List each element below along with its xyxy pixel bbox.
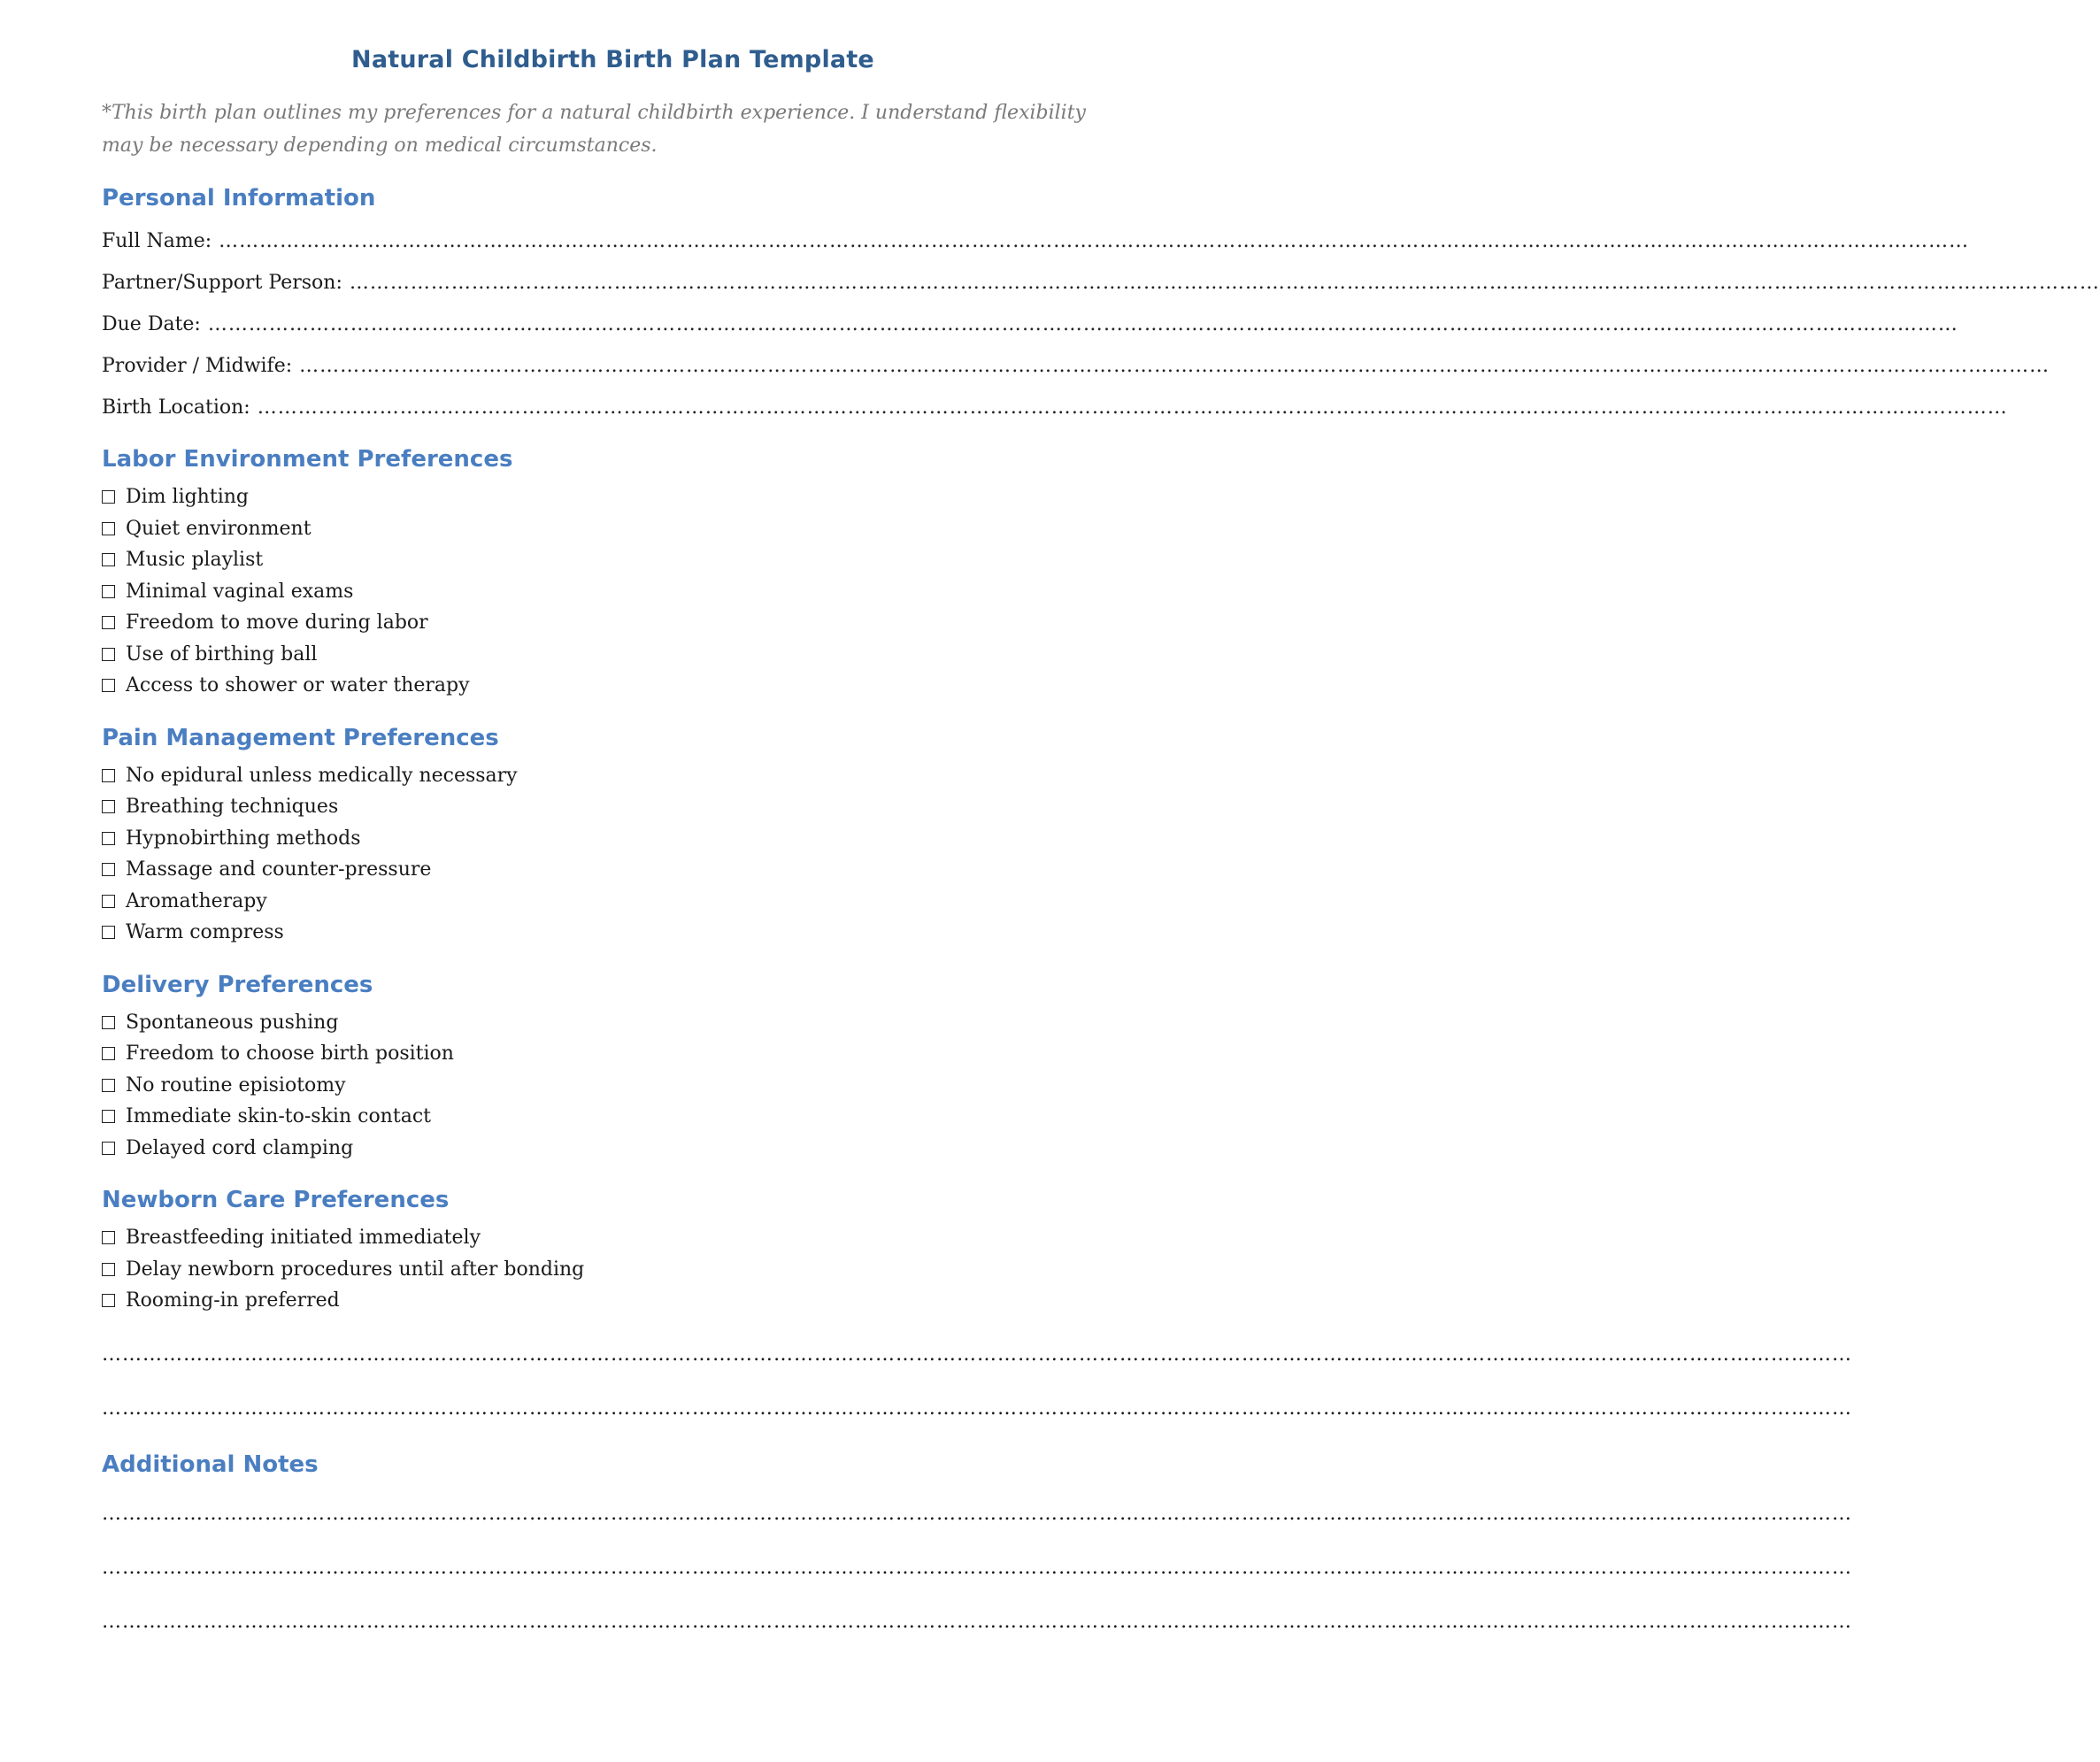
checklist-item[interactable] — [102, 1254, 1124, 1286]
checklist-item[interactable] — [102, 886, 1124, 918]
pain-management-checklist — [102, 760, 1124, 949]
fill-in-line[interactable]: …………………………………………………………………………………………………………………………………………………………………………………………………………………………………… — [219, 230, 1970, 252]
checklist-item[interactable] — [102, 823, 1124, 855]
checklist-item-label: Freedom to choose birth position — [126, 1043, 454, 1065]
checklist-item[interactable] — [102, 1285, 1124, 1317]
provider-midwife-field[interactable] — [102, 345, 2050, 387]
additional-notes-lines — [102, 1487, 1852, 1649]
checkbox[interactable] — [102, 648, 115, 661]
due-date-field[interactable] — [102, 304, 1958, 345]
fill-in-line[interactable]: …………………………………………………………………………………………………………………………………………………………………………………………………………………………………… — [102, 1610, 1852, 1633]
checklist-item-label: Rooming-in preferred — [126, 1289, 340, 1312]
checklist-item[interactable] — [102, 639, 1124, 671]
checkbox[interactable] — [102, 1016, 115, 1029]
checkbox[interactable] — [102, 1263, 115, 1276]
checklist-item[interactable] — [102, 544, 1124, 576]
additional-notes-heading: Additional Notes — [102, 1450, 319, 1478]
checklist-item-label: Delayed cord clamping — [126, 1136, 354, 1159]
newborn-care-checklist — [102, 1222, 1124, 1317]
birth-location-field[interactable] — [102, 387, 2008, 428]
checklist-item-label: Massage and counter-pressure — [126, 858, 432, 881]
checklist-item[interactable] — [102, 1038, 1124, 1070]
field-label: Birth Location: — [102, 396, 250, 419]
checkbox[interactable] — [102, 895, 115, 908]
checklist-item-label: Freedom to move during labor — [126, 612, 428, 634]
checkbox[interactable] — [102, 616, 115, 629]
personal-information-heading: Personal Information — [102, 185, 376, 212]
checklist-item-label: No epidural unless medically necessary — [126, 764, 518, 787]
checklist-item[interactable] — [102, 1222, 1124, 1254]
checklist-item[interactable] — [102, 854, 1124, 886]
intro-note: *This birth plan outlines my preferences for a natural childbirth experience. I understand flexibility may be necessary depending on medical circumstances. — [102, 102, 1086, 157]
checklist-item-label: Quiet environment — [126, 517, 312, 540]
checkbox[interactable] — [102, 679, 115, 692]
fill-in-line[interactable]: …………………………………………………………………………………………………………………………………………………………………………………………………………………………………… — [299, 355, 2050, 377]
checkbox[interactable] — [102, 863, 115, 876]
checklist-item[interactable] — [102, 917, 1124, 949]
checkbox[interactable] — [102, 585, 115, 598]
checkbox[interactable] — [102, 553, 115, 566]
delivery-heading: Delivery Preferences — [102, 971, 373, 998]
checklist-item-label: Breastfeeding initiated immediately — [126, 1227, 481, 1249]
checklist-item-label: Use of birthing ball — [126, 642, 318, 666]
field-label: Partner/Support Person: — [102, 272, 342, 294]
newborn-care-notes — [102, 1327, 1852, 1435]
checklist-item-label: Warm compress — [126, 921, 284, 943]
checkbox[interactable] — [102, 800, 115, 813]
fill-in-line[interactable]: …………………………………………………………………………………………………………………………………………………………………………………………………………………………………… — [102, 1397, 1852, 1420]
fill-in-line[interactable]: …………………………………………………………………………………………………………………………………………………………………………………………………………………………………… — [257, 396, 2008, 419]
checklist-item[interactable] — [102, 1007, 1124, 1039]
full-name-field[interactable] — [102, 220, 1970, 262]
fill-in-line[interactable]: …………………………………………………………………………………………………………………………………………………………………………………………………………………………………… — [207, 313, 1958, 335]
checklist-item-label: Access to shower or water therapy — [126, 674, 470, 696]
checklist-item-label: Spontaneous pushing — [126, 1011, 339, 1034]
checklist-item-label: Minimal vaginal exams — [126, 580, 354, 603]
checkbox[interactable] — [102, 926, 115, 939]
checkbox[interactable] — [102, 1294, 115, 1307]
checklist-item[interactable] — [102, 607, 1124, 639]
personal-information-fields — [102, 220, 2100, 428]
checklist-item-label: Dim lighting — [126, 486, 249, 508]
checkbox[interactable] — [102, 1231, 115, 1244]
checklist-item-label: Music playlist — [126, 549, 264, 571]
checklist-item[interactable] — [102, 760, 1124, 792]
labor-environment-heading: Labor Environment Preferences — [102, 446, 513, 473]
checklist-item[interactable] — [102, 1101, 1124, 1133]
checklist-item[interactable] — [102, 670, 1124, 702]
checkbox[interactable] — [102, 522, 115, 535]
checklist-item[interactable] — [102, 1133, 1124, 1165]
checkbox[interactable] — [102, 769, 115, 782]
field-label: Full Name: — [102, 230, 212, 252]
labor-environment-checklist — [102, 481, 1124, 702]
checklist-item-label: Immediate skin-to-skin contact — [126, 1105, 431, 1127]
checkbox[interactable] — [102, 832, 115, 845]
field-label: Provider / Midwife: — [102, 355, 293, 377]
checklist-item[interactable] — [102, 1070, 1124, 1102]
checklist-item-label: Delay newborn procedures until after bonding — [126, 1258, 585, 1281]
field-label: Due Date: — [102, 313, 201, 335]
checkbox[interactable] — [102, 1079, 115, 1092]
document-page — [102, 46, 2100, 1649]
checklist-item[interactable] — [102, 481, 1124, 513]
fill-in-line[interactable]: …………………………………………………………………………………………………………………………………………………………………………………………………………………………………… — [102, 1343, 1852, 1366]
checkbox[interactable] — [102, 490, 115, 504]
checklist-item[interactable] — [102, 513, 1124, 545]
checklist-item-label: No routine episiotomy — [126, 1073, 346, 1096]
checklist-item-label: Hypnobirthing methods — [126, 827, 361, 850]
checklist-item[interactable] — [102, 576, 1124, 608]
checklist-item-label: Aromatherapy — [126, 889, 267, 912]
newborn-care-heading: Newborn Care Preferences — [102, 1187, 450, 1213]
checkbox[interactable] — [102, 1047, 115, 1060]
delivery-checklist — [102, 1007, 1124, 1165]
fill-in-line[interactable]: …………………………………………………………………………………………………………………………………………………………………………………………………………………………………… — [102, 1556, 1852, 1579]
checkbox[interactable] — [102, 1142, 115, 1155]
checkbox[interactable] — [102, 1110, 115, 1123]
document-title: Natural Childbirth Birth Plan Template — [351, 46, 874, 73]
fill-in-line[interactable]: …………………………………………………………………………………………………………………………………………………………………………………………………………………………………… — [102, 1502, 1852, 1525]
support-person-field[interactable] — [102, 262, 2100, 304]
checklist-item-label: Breathing techniques — [126, 796, 339, 818]
pain-management-heading: Pain Management Preferences — [102, 724, 499, 751]
checklist-item[interactable] — [102, 791, 1124, 823]
fill-in-line[interactable]: …………………………………………………………………………………………………………………………………………………………………………………………………………………………………… — [349, 272, 2100, 294]
